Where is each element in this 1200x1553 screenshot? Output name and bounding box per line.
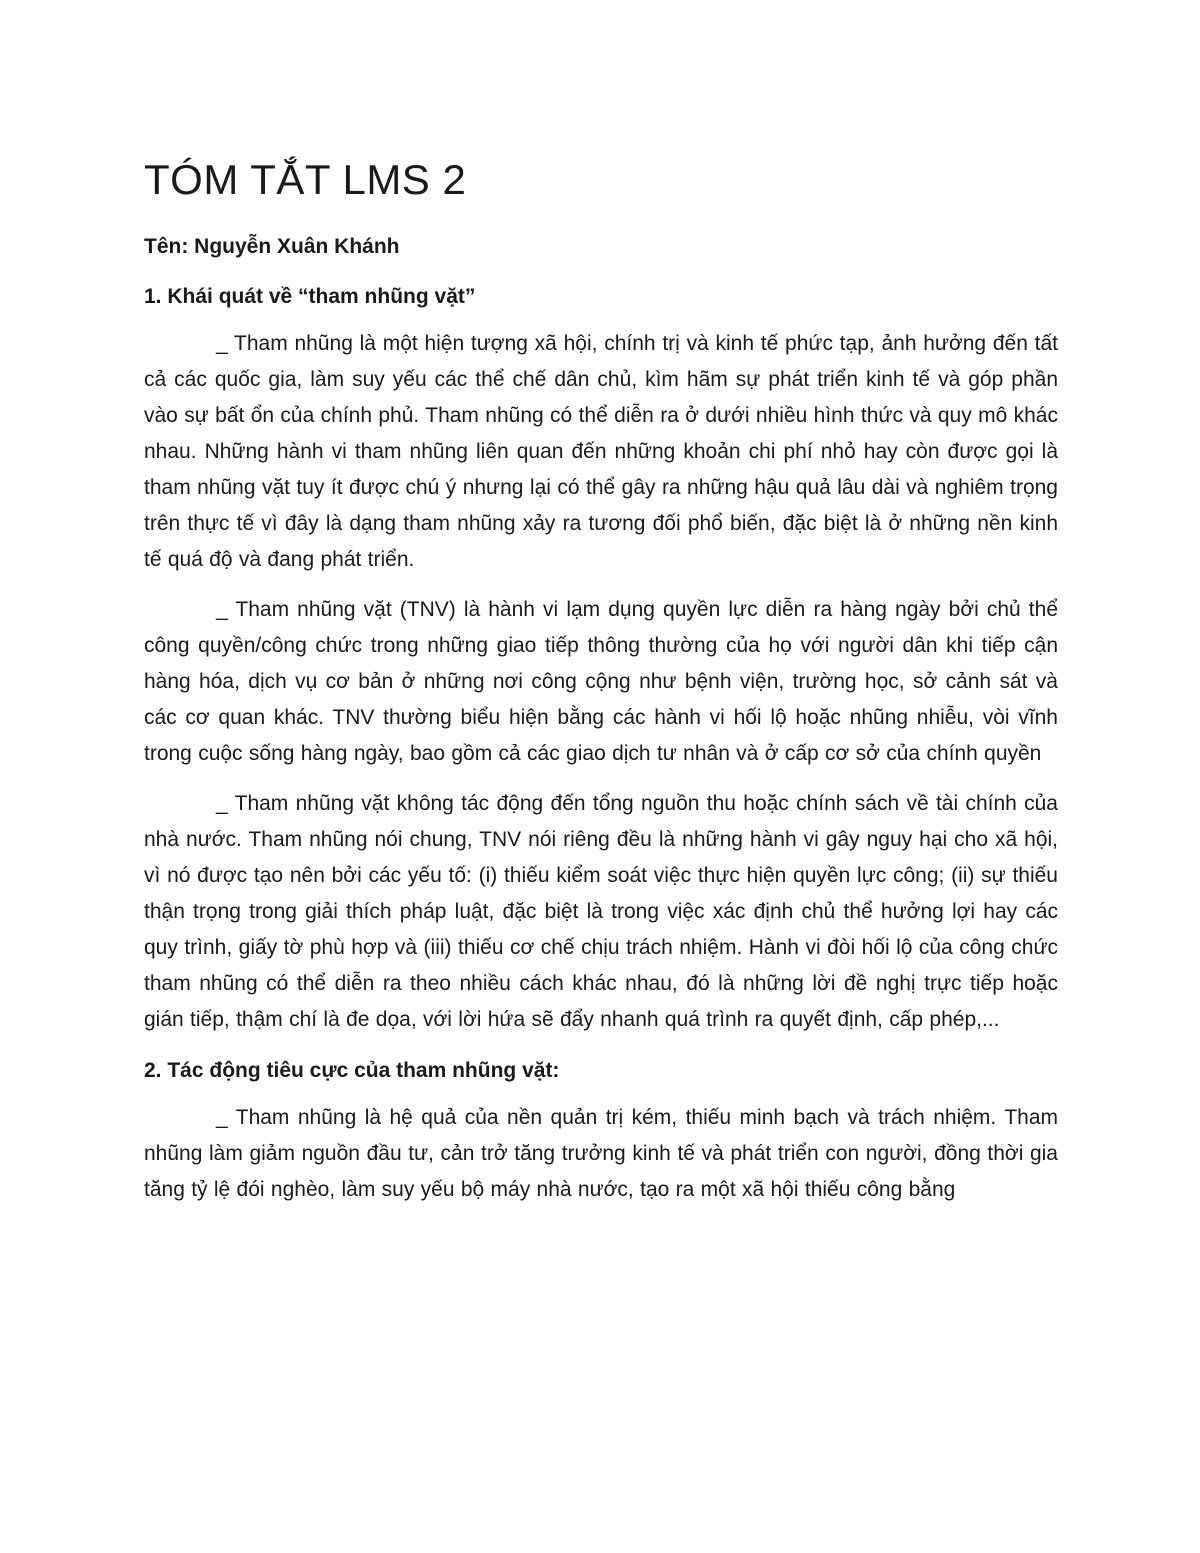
section-1-paragraph-1: _ Tham nhũng là một hiện tượng xã hội, chính trị và kinh tế phức tạp, ảnh hưởng đến tất cả các quốc gia, làm suy yếu các thể chế dân chủ, kìm hãm sự phát triển kinh tế và góp phần vào sự bất ổn của chính phủ. Tham nhũng có thể diễn ra ở dưới nhiều hình thức và quy mô khác nhau. Những hành vi tham nhũng liên quan đến những khoản chi phí nhỏ hay còn được gọi là tham nhũng vặt tuy ít được chú ý nhưng lại có thể gây ra những hậu quả lâu dài và nghiêm trọng trên thực tế vì đây là dạng tham nhũng xảy ra tương đối phổ biến, đặc biệt là ở những nền kinh tế quá độ và đang phát triển.: [144, 332, 1058, 571]
author-line: Tên: Nguyễn Xuân Khánh: [144, 235, 400, 258]
section-2-heading: 2. Tác động tiêu cực của tham nhũng vặt:: [144, 1059, 560, 1082]
section-1-paragraph-2: _ Tham nhũng vặt (TNV) là hành vi lạm dụng quyền lực diễn ra hàng ngày bởi chủ thể công quyền/công chức trong những giao tiếp thông thường của họ với người dân khi tiếp cận hàng hóa, dịch vụ cơ bản ở những nơi công cộng như bệnh viện, trường học, sở cảnh sát và các cơ quan khác. TNV thường biểu hiện bằng các hành vi hối lộ hoặc nhũng nhiễu, vòi vĩnh trong cuộc sống hàng ngày, bao gồm cả các giao dịch tư nhân và ở cấp cơ sở của chính quyền: [144, 598, 1058, 765]
section-1-heading: 1. Khái quát về “tham nhũng vặt”: [144, 285, 476, 308]
document-page: [144, 150, 1058, 1222]
section-1-paragraph-3: _ Tham nhũng vặt không tác động đến tổng nguồn thu hoặc chính sách về tài chính của nhà nước. Tham nhũng nói chung, TNV nói riêng đều là những hành vi gây nguy hại cho xã hội, vì nó được tạo nên bởi các yếu tố: (i) thiếu kiểm soát việc thực hiện quyền lực công; (ii) sự thiếu thận trọng trong giải thích pháp luật, đặc biệt là trong việc xác định chủ thể hưởng lợi hay các quy trình, giấy tờ phù hợp và (iii) thiếu cơ chế chịu trách nhiệm. Hành vi đòi hối lộ của công chức tham nhũng có thể diễn ra theo nhiều cách khác nhau, đó là những lời đề nghị trực tiếp hoặc gián tiếp, thậm chí là đe dọa, với lời hứa sẽ đẩy nhanh quá trình ra quyết định, cấp phép,...: [144, 792, 1058, 1031]
section-2-paragraph-1: _ Tham nhũng là hệ quả của nền quản trị kém, thiếu minh bạch và trách nhiệm. Tham nhũng làm giảm nguồn đầu tư, cản trở tăng trưởng kinh tế và phát triển con người, đồng thời gia tăng tỷ lệ đói nghèo, làm suy yếu bộ máy nhà nước, tạo ra một xã hội thiếu công bằng: [144, 1106, 1058, 1201]
document-title: TÓM TẮT LMS 2: [144, 156, 467, 203]
